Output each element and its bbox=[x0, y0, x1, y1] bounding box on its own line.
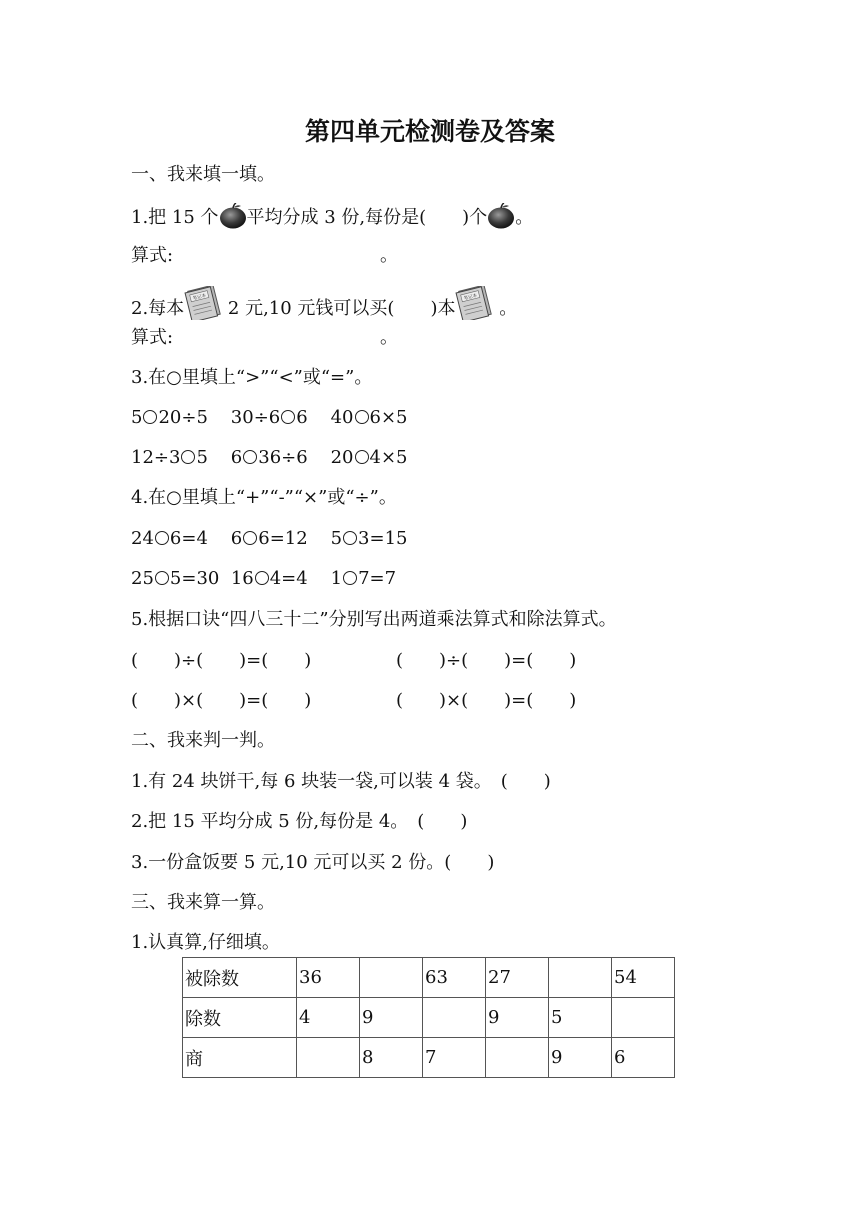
expr-right: 5 bbox=[196, 447, 208, 468]
table-cell[interactable] bbox=[297, 1038, 360, 1078]
operator-circle[interactable] bbox=[343, 531, 357, 545]
row-header: 商 bbox=[183, 1038, 297, 1078]
expr-right: 6=4 bbox=[169, 528, 208, 549]
table-cell: 7 bbox=[423, 1038, 486, 1078]
table-cell: 9 bbox=[486, 998, 549, 1038]
apple-icon bbox=[487, 203, 515, 236]
table-cell: 6 bbox=[612, 1038, 675, 1078]
compare-circle[interactable] bbox=[181, 450, 195, 464]
expr-right: 4×5 bbox=[369, 447, 408, 468]
compare-circle[interactable] bbox=[243, 450, 257, 464]
expr-right: 6×5 bbox=[369, 407, 408, 428]
table-cell[interactable] bbox=[423, 998, 486, 1038]
apple-icon bbox=[219, 203, 247, 236]
judge-item-1[interactable]: 1.有 24 块饼干,每 6 块装一袋,可以装 4 袋。 ( ) bbox=[131, 771, 551, 792]
q2-formula-label: 算式: bbox=[131, 327, 174, 348]
page-title: 第四单元检测卷及答案 bbox=[304, 117, 555, 146]
notebook-cover-label: 笔记本 bbox=[192, 293, 207, 302]
judge-item-2[interactable]: 2.把 15 平均分成 5 份,每份是 4。 ( ) bbox=[131, 811, 468, 832]
expr-right: 5=30 bbox=[169, 568, 220, 589]
expr-left: 6 bbox=[230, 528, 243, 549]
section-heading: 三、我来算一算。 bbox=[131, 892, 275, 913]
q2-text-b: 2 元,10 元钱可以买( )本 bbox=[222, 298, 456, 319]
q5-division-left[interactable]: ( )÷( )=( ) bbox=[131, 650, 312, 671]
table-cell: 36 bbox=[297, 958, 360, 998]
table-cell: 27 bbox=[486, 958, 549, 998]
table-cell: 4 bbox=[297, 998, 360, 1038]
table-cell[interactable] bbox=[360, 958, 423, 998]
expr-right: 20÷5 bbox=[158, 407, 208, 428]
expr-right: 36÷6 bbox=[258, 447, 308, 468]
expr-left: 40 bbox=[330, 407, 354, 428]
table-cell: 9 bbox=[549, 1038, 612, 1078]
table-row bbox=[183, 998, 675, 1038]
expr-left: 1 bbox=[330, 568, 343, 589]
expr-right: 6=12 bbox=[258, 528, 308, 549]
q5-division-right[interactable]: ( )÷( )=( ) bbox=[396, 650, 577, 671]
notebook-icon bbox=[455, 286, 493, 327]
q3-row-1 bbox=[131, 406, 408, 430]
question-4-prompt: 4.在○里填上“+”“-”“×”或“÷”。 bbox=[131, 487, 397, 508]
table-cell: 54 bbox=[612, 958, 675, 998]
calc-prompt: 1.认真算,仔细填。 bbox=[131, 932, 280, 953]
expr-left: 25 bbox=[131, 568, 154, 589]
q4-row-1 bbox=[131, 527, 408, 551]
table-cell[interactable] bbox=[612, 998, 675, 1038]
operator-circle[interactable] bbox=[243, 531, 257, 545]
compare-circle[interactable] bbox=[355, 410, 369, 424]
table-cell[interactable] bbox=[549, 958, 612, 998]
q1-text-c: 。 bbox=[515, 207, 534, 228]
expr-left: 20 bbox=[330, 447, 354, 468]
expr-left: 12÷3 bbox=[131, 447, 181, 468]
expr-left: 30÷6 bbox=[230, 407, 281, 428]
notebook-icon bbox=[184, 286, 222, 327]
operator-circle[interactable] bbox=[343, 571, 357, 585]
section-heading: 二、我来判一判。 bbox=[131, 730, 275, 751]
expr-left: 24 bbox=[131, 528, 154, 549]
section-heading: 一、我来填一填。 bbox=[131, 164, 275, 185]
q5-multiplication-left[interactable]: ( )×( )=( ) bbox=[131, 690, 312, 711]
compare-circle[interactable] bbox=[143, 410, 157, 424]
judge-item-3[interactable]: 3.一份盒饭要 5 元,10 元可以买 2 份。( ) bbox=[131, 852, 495, 873]
q2-formula-end: 。 bbox=[380, 327, 398, 348]
operator-circle[interactable] bbox=[155, 571, 169, 585]
q1-text-b: 平均分成 3 份,每份是( )个 bbox=[246, 207, 488, 228]
table-row bbox=[183, 958, 675, 998]
q5-multiplication-right[interactable]: ( )×( )=( ) bbox=[396, 690, 577, 711]
q1-formula-label: 算式: bbox=[131, 245, 174, 266]
question-5-prompt: 5.根据口诀“四八三十二”分别写出两道乘法算式和除法算式。 bbox=[131, 609, 617, 630]
operator-circle[interactable] bbox=[155, 531, 169, 545]
expr-left: 5 bbox=[131, 407, 143, 428]
row-header: 被除数 bbox=[183, 958, 297, 998]
table-cell: 8 bbox=[360, 1038, 423, 1078]
table-cell: 63 bbox=[423, 958, 486, 998]
expr-left: 5 bbox=[330, 528, 343, 549]
q1-formula-end: 。 bbox=[380, 245, 398, 266]
q4-row-2 bbox=[131, 567, 396, 591]
expr-right: 4=4 bbox=[269, 568, 308, 589]
question-3-prompt: 3.在○里填上“>”“<”或“=”。 bbox=[131, 367, 373, 388]
question-2 bbox=[131, 286, 517, 327]
q2-text-c: 。 bbox=[493, 298, 518, 319]
q2-text-a: 2.每本 bbox=[131, 298, 185, 319]
expr-left: 16 bbox=[230, 568, 254, 589]
q1-text-a: 1.把 15 个 bbox=[131, 207, 219, 228]
division-table bbox=[182, 957, 675, 1078]
compare-circle[interactable] bbox=[355, 450, 369, 464]
table-row bbox=[183, 1038, 675, 1078]
q3-row-2 bbox=[131, 446, 408, 470]
notebook-cover-label: 笔记本 bbox=[463, 293, 479, 302]
expr-left: 6 bbox=[230, 447, 243, 468]
table-cell[interactable] bbox=[486, 1038, 549, 1078]
question-1 bbox=[131, 203, 533, 236]
row-header: 除数 bbox=[183, 998, 297, 1038]
compare-circle[interactable] bbox=[281, 410, 295, 424]
expr-right: 7=7 bbox=[358, 568, 397, 589]
table-cell: 5 bbox=[549, 998, 612, 1038]
expr-right: 3=15 bbox=[358, 528, 408, 549]
table-cell: 9 bbox=[360, 998, 423, 1038]
expr-right: 6 bbox=[296, 407, 308, 428]
operator-circle[interactable] bbox=[255, 571, 269, 585]
